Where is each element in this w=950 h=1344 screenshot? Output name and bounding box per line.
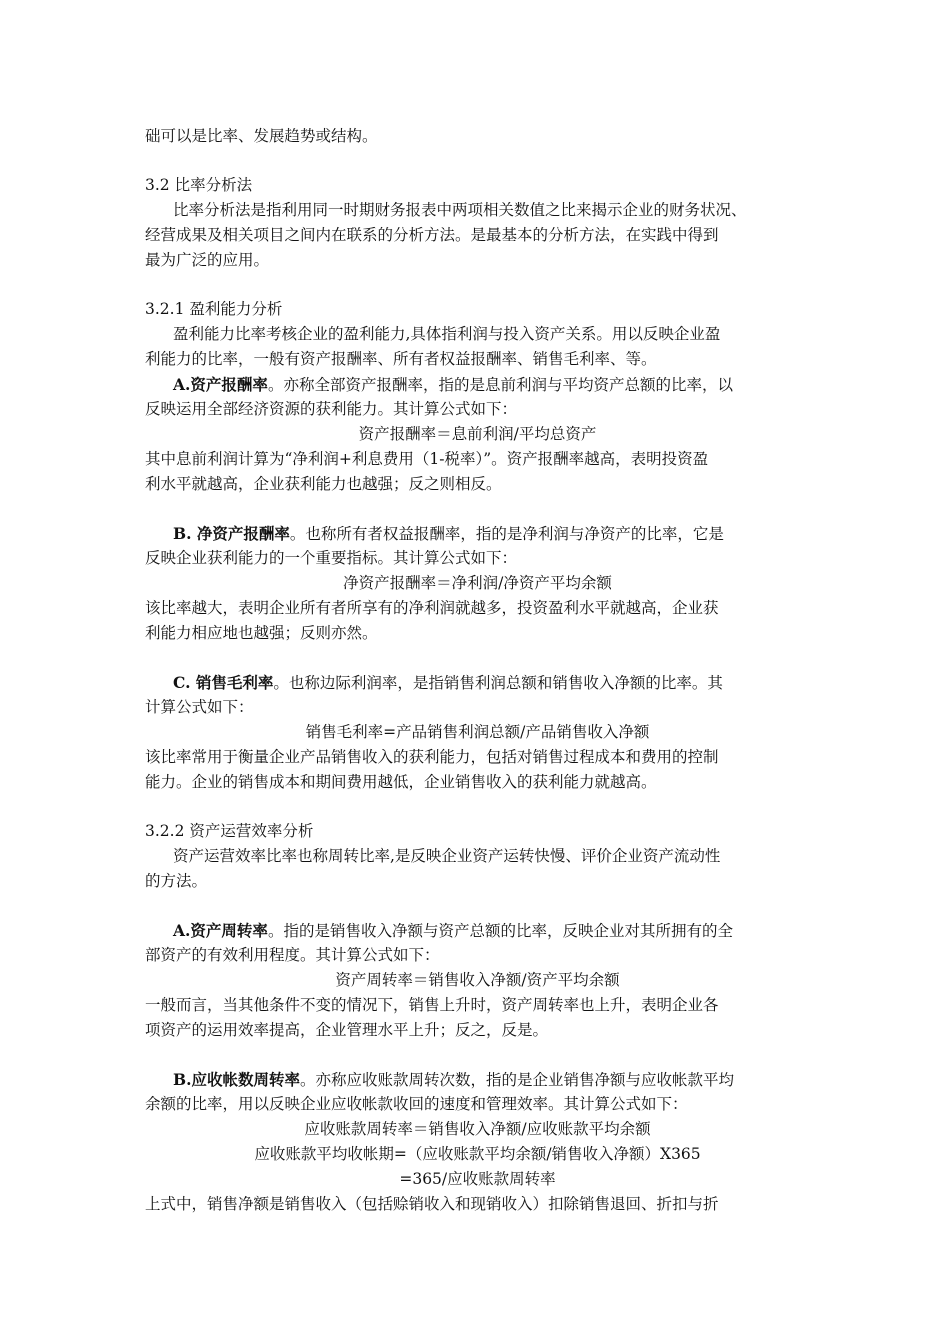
section-heading-3-2: 3.2 比率分析法 [145, 176, 253, 194]
blank-line [145, 1043, 810, 1067]
paragraph-line: 该比率越大，表明企业所有者所享有的净利润就越多，投资盈利水平就越高，企业获 [145, 599, 719, 617]
paragraph-line: 利水平就越高，企业获利能力也越强；反之则相反。 [145, 475, 502, 493]
paragraph-line: 利能力的比率，一般有资产报酬率、所有者权益报酬率、销售毛利率、等。 [145, 350, 657, 368]
blank-line [145, 646, 810, 670]
term-label: B. 净资产报酬率 [173, 524, 290, 543]
paragraph-line: 能力。企业的销售成本和期间费用越低，企业销售收入的获利能力就越高。 [145, 773, 657, 791]
term-label: A.资产周转率 [173, 921, 268, 940]
paragraph-line: 该比率常用于衡量企业产品销售收入的获利能力，包括对销售过程成本和费用的控制 [145, 748, 719, 766]
formula: 应收账款平均收帐期=（应收账款平均余额/销售收入净额）X365 [254, 1145, 701, 1163]
paragraph-line: 比率分析法是指利用同一时期财务报表中两项相关数值之比来揭示企业的财务状况、 [173, 201, 747, 219]
paragraph-line [145, 670, 810, 695]
section-heading-3-2-2: 3.2.2 资产运营效率分析 [145, 822, 314, 840]
paragraph-line [145, 918, 810, 943]
formula: 净资产报酬率＝净利润/净资产平均余额 [343, 574, 612, 592]
paragraph-line: 其中息前利润计算为“净利润+利息费用（1-税率）”。资产报酬率越高，表明投资盈 [145, 450, 709, 468]
term-description: 。也称边际利润率，是指销售利润总额和销售收入净额的比率。其 [273, 674, 723, 692]
blank-line [145, 273, 810, 297]
paragraph-line: 项资产的运用效率提高，企业管理水平上升；反之，反是。 [145, 1021, 549, 1039]
paragraph-line: 础可以是比率、发展趋势或结构。 [145, 127, 378, 145]
term-description: 。亦称全部资产报酬率，指的是息前利润与平均资产总额的比率，以 [267, 376, 733, 394]
formula: 应收账款周转率＝销售收入净额/应收账款平均余额 [304, 1120, 651, 1138]
paragraph-line: 一般而言，当其他条件不变的情况下，销售上升时，资产周转率也上升，表明企业各 [145, 996, 719, 1014]
term-label: A.资产报酬率 [173, 375, 268, 394]
paragraph-line: 计算公式如下： [145, 698, 254, 716]
document-body [145, 124, 810, 1217]
formula: =365/应收账款周转率 [399, 1170, 556, 1188]
paragraph-line: 反映运用全部经济资源的获利能力。其计算公式如下： [145, 400, 518, 418]
blank-line [145, 149, 810, 173]
paragraph-line: 的方法。 [145, 872, 208, 890]
blank-line [145, 497, 810, 521]
paragraph-line: 余额的比率，用以反映企业应收帐款收回的速度和管理效率。其计算公式如下： [145, 1095, 688, 1113]
term-description: 。亦称应收账款周转次数，指的是企业销售净额与应收帐款平均 [300, 1071, 735, 1089]
paragraph-line [145, 372, 810, 397]
paragraph-line [145, 521, 810, 546]
paragraph-line: 盈利能力比率考核企业的盈利能力,具体指利润与投入资产关系。用以反映企业盈 [173, 325, 721, 343]
paragraph-line: 经营成果及相关项目之间内在联系的分析方法。是最基本的分析方法，在实践中得到 [145, 226, 719, 244]
section-heading-3-2-1: 3.2.1 盈利能力分析 [145, 300, 283, 318]
term-description: 。指的是销售收入净额与资产总额的比率，反映企业对其所拥有的全 [267, 922, 733, 940]
formula: 销售毛利率=产品销售利润总额/产品销售收入净额 [305, 723, 650, 741]
paragraph-line: 利能力相应地也越强；反则亦然。 [145, 624, 378, 642]
term-label: C. 销售毛利率 [173, 673, 274, 692]
formula: 资产报酬率＝息前利润/平均总资产 [358, 425, 597, 443]
paragraph-line: 上式中，销售净额是销售收入（包括赊销收入和现销收入）扣除销售退回、折扣与折 [145, 1195, 719, 1213]
formula: 资产周转率＝销售收入净额/资产平均余额 [335, 971, 620, 989]
paragraph-line: 资产运营效率比率也称周转比率,是反映企业资产运转快慢、评价企业资产流动性 [173, 847, 721, 865]
paragraph-line [145, 1067, 810, 1092]
term-label: B.应收帐数周转率 [173, 1070, 300, 1089]
blank-line [145, 795, 810, 819]
term-description: 。也称所有者权益报酬率，指的是净利润与净资产的比率，它是 [289, 525, 724, 543]
paragraph-line: 部资产的有效利用程度。其计算公式如下： [145, 946, 440, 964]
paragraph-line: 反映企业获利能力的一个重要指标。其计算公式如下： [145, 549, 518, 567]
blank-line [145, 894, 810, 918]
paragraph-line: 最为广泛的应用。 [145, 251, 270, 269]
